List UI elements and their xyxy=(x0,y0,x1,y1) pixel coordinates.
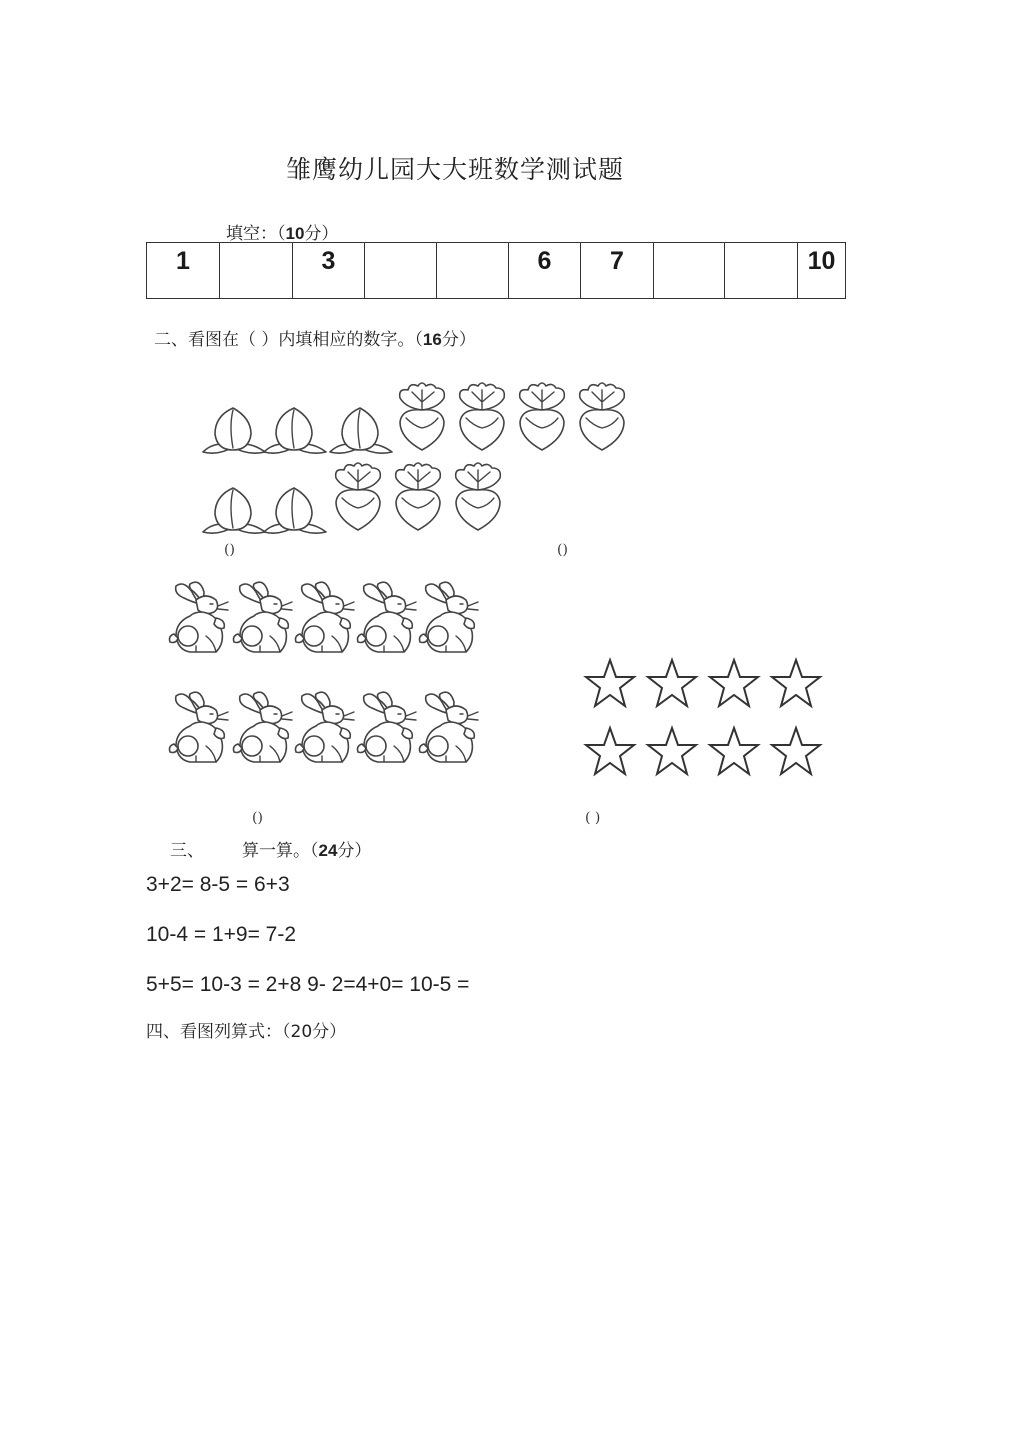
rabbit-icon xyxy=(170,692,229,762)
section1-label: 填空： xyxy=(226,224,277,244)
radish-answer-blank[interactable]: () xyxy=(557,542,568,558)
peach-answer-blank[interactable]: () xyxy=(224,542,235,558)
star-icon xyxy=(648,728,696,774)
rabbit-icon xyxy=(170,582,229,652)
page-title: 雏鹰幼儿园大大班数学测试题 xyxy=(285,155,624,184)
radish-icon xyxy=(400,383,445,450)
number-cell[interactable]: 3 xyxy=(293,243,365,299)
radish-icon xyxy=(456,463,501,530)
section3-heading xyxy=(242,836,371,861)
star-icon xyxy=(586,660,634,706)
radish-icon xyxy=(580,383,625,450)
section2-label: 二、看图在（ ）内填相应的数字。 xyxy=(154,330,415,350)
number-cell[interactable]: 6 xyxy=(509,243,581,299)
radish-icon xyxy=(460,383,505,450)
star-icon xyxy=(586,728,634,774)
radish-icon xyxy=(520,383,565,450)
peach-icon xyxy=(330,408,392,453)
section2-score-unit: 分） xyxy=(441,330,476,350)
star-icon xyxy=(772,728,820,774)
equation-line: 10-4 = 1+9= 7-2 xyxy=(146,923,297,946)
section3-number: 三、 xyxy=(170,841,204,861)
star-icon xyxy=(648,660,696,706)
star-icon xyxy=(710,660,758,706)
equation-line: 3+2= 8-5 = 6+3 xyxy=(146,873,290,896)
section4-heading: 四、看图列算式：（20分） xyxy=(146,1022,347,1042)
star-icon xyxy=(710,728,758,774)
rabbit-icon xyxy=(234,582,293,652)
rabbit-icon xyxy=(358,692,417,762)
number-cell[interactable]: 10 xyxy=(798,243,846,299)
section2-score-num: 16 xyxy=(422,330,442,349)
section3-score-unit: 分） xyxy=(337,841,372,861)
rabbit-icon xyxy=(420,692,479,762)
rabbit-icon xyxy=(234,692,293,762)
section1-score-open: （ xyxy=(277,224,286,244)
star-icon xyxy=(772,660,820,706)
section1-score-unit: 分） xyxy=(304,224,339,244)
number-cell[interactable]: 7 xyxy=(581,243,654,299)
radish-icon xyxy=(396,463,441,530)
rabbit-icon xyxy=(420,582,479,652)
section2-score-open: （ xyxy=(414,330,423,350)
peach-icon xyxy=(264,408,326,453)
section3-label: 算一算。（ xyxy=(242,841,319,861)
number-cell[interactable]: 1 xyxy=(147,243,220,299)
peach-icon xyxy=(203,488,265,533)
rabbit-icon xyxy=(296,692,355,762)
section3-score-num: 24 xyxy=(318,841,338,860)
rabbit-answer-blank[interactable]: () xyxy=(252,810,263,826)
peach-icon xyxy=(264,488,326,533)
equation-line: 5+5= 10-3 = 2+8 9- 2=4+0= 10-5 = xyxy=(146,973,470,996)
star-answer-blank[interactable]: ( ) xyxy=(585,810,601,826)
peach-icon xyxy=(203,408,265,453)
radish-icon xyxy=(336,463,381,530)
section1-score-num: 10 xyxy=(285,224,305,243)
rabbit-icon xyxy=(296,582,355,652)
rabbit-icon xyxy=(358,582,417,652)
